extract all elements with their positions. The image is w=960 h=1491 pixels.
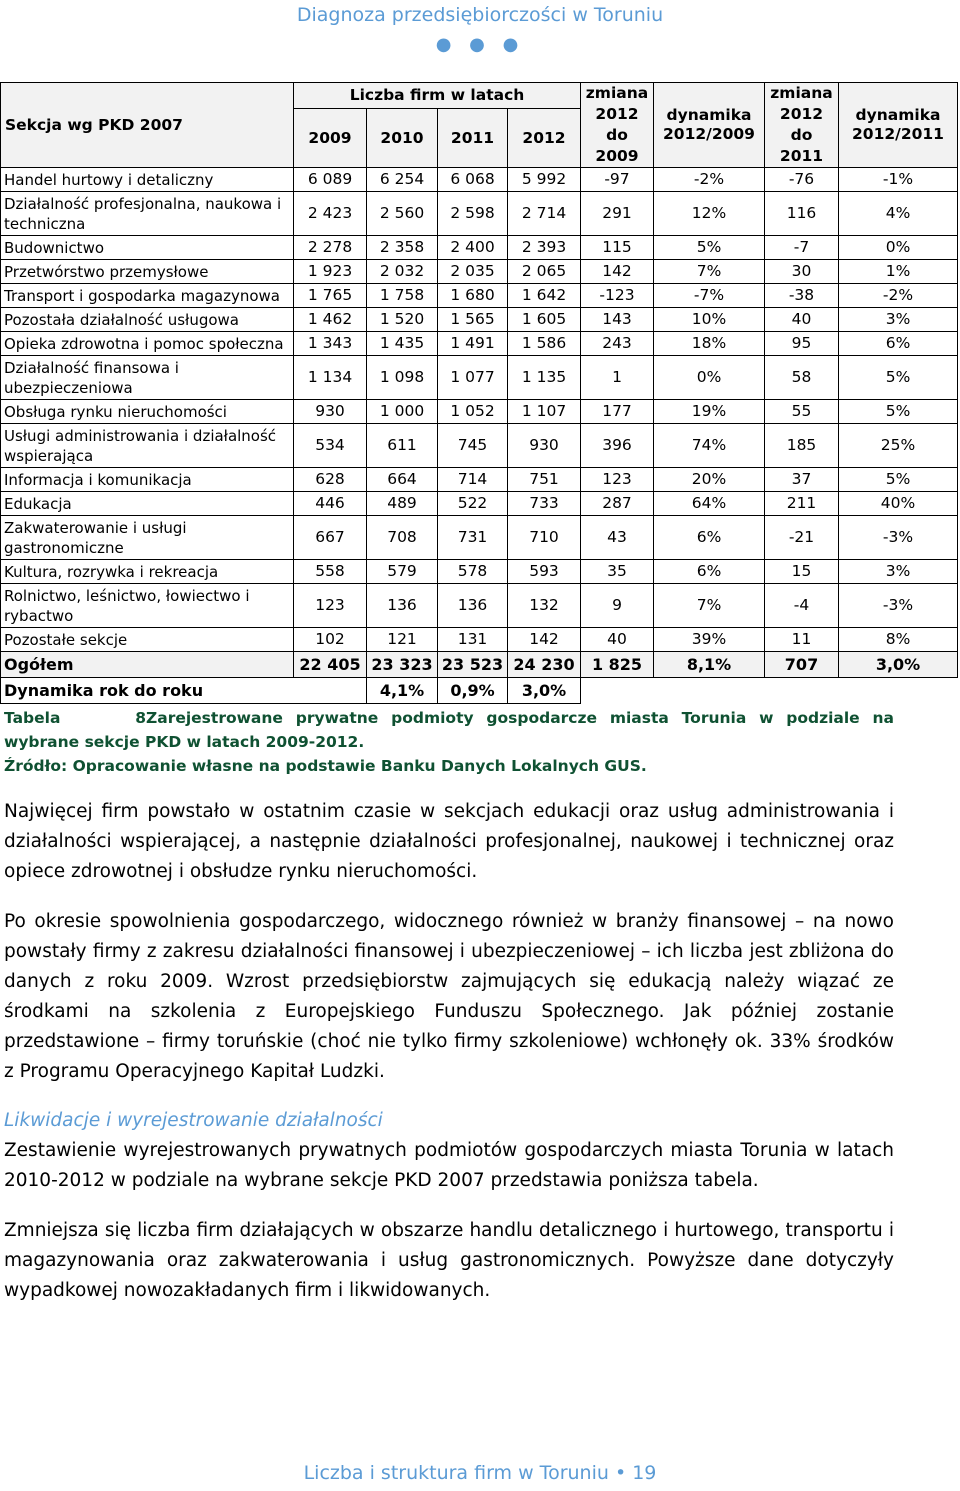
row-label: Rolnictwo, leśnictwo, łowiectwo i rybactwo (1, 584, 294, 628)
table-cell: 2 560 (367, 192, 438, 236)
empty-cell (581, 678, 958, 704)
table-cell: 664 (367, 468, 438, 492)
table-cell: 1 520 (367, 308, 438, 332)
table-cell: 751 (508, 468, 581, 492)
table-cell: 74% (654, 424, 765, 468)
table-cell: 714 (438, 468, 508, 492)
table-cell: 1 825 (581, 652, 654, 678)
row-label: Handel hurtowy i detaliczny (1, 168, 294, 192)
table-cell: 522 (438, 492, 508, 516)
table-cell: -38 (765, 284, 839, 308)
row-label: Pozostałe sekcje (1, 628, 294, 652)
table-cell: 0% (839, 236, 958, 260)
table-cell: -76 (765, 168, 839, 192)
table-cell: 733 (508, 492, 581, 516)
companies-by-section-table (0, 82, 958, 704)
table-cell: 2 714 (508, 192, 581, 236)
table-cell: 23 523 (438, 652, 508, 678)
table-cell: 64% (654, 492, 765, 516)
table-cell: 707 (765, 652, 839, 678)
table-cell: 1 462 (294, 308, 367, 332)
table-cell: 3,0% (508, 678, 581, 704)
table-cell: 4,1% (367, 678, 438, 704)
table-cell: 4% (839, 192, 958, 236)
table-row (1, 308, 958, 332)
table-cell: -1% (839, 168, 958, 192)
table-cell: 102 (294, 628, 367, 652)
table-cell: 132 (508, 584, 581, 628)
header-year: 2012 (508, 109, 581, 168)
table-cell: 1 052 (438, 400, 508, 424)
row-label: Edukacja (1, 492, 294, 516)
table-cell: 1 605 (508, 308, 581, 332)
row-label: Informacja i komunikacja (1, 468, 294, 492)
table-row (1, 236, 958, 260)
table-row-total (1, 652, 958, 678)
paragraph-2: Po okresie spowolnienia gospodarczego, widocznego również w branży finansowej – na nowo powstały firmy z zakresu działalności finansowej i ubezpieczeniowej – ich liczba jest zbliżona do danych z roku 2009. Wzrost przedsiębiorstw zajmujących się edukacją należy wiązać ze środkami na szkolenia z Europejskiego Funduszu Społecznego. Jak później zostanie przedstawione – firmy toruńskie (choć nie tylko firmy szkoleniowe) wchłonęły ok. 33% środków z Programu Operacyjnego Kapitał Ludzki. (4, 911, 894, 1082)
header-change-2009: zmiana 2012 do 2009 (581, 83, 654, 168)
table-cell: 143 (581, 308, 654, 332)
table-row (1, 584, 958, 628)
table-cell: 23 323 (367, 652, 438, 678)
table-cell: 43 (581, 516, 654, 560)
table-cell: 40 (765, 308, 839, 332)
table-body (1, 168, 958, 652)
table-cell: 15 (765, 560, 839, 584)
paragraph-4: Zmniejsza się liczba firm działających w obszarze handlu detalicznego i hurtowego, transportu i magazynowania oraz zakwaterowania i usług gastronomicznych. Powyższe dane dotyczyły wypadkowej nowozakładanych firm i likwidowanych. (4, 1220, 894, 1301)
row-label: Usługi administrowania i działalność wspierająca (1, 424, 294, 468)
table-cell: 6% (654, 516, 765, 560)
row-label: Obsługa rynku nieruchomości (1, 400, 294, 424)
table-cell: 3,0% (839, 652, 958, 678)
table-cell: 115 (581, 236, 654, 260)
table-cell: 1 000 (367, 400, 438, 424)
table-cell: 745 (438, 424, 508, 468)
table-cell: 7% (654, 260, 765, 284)
table-cell: 1 077 (438, 356, 508, 400)
table-cell: 6% (654, 560, 765, 584)
table-cell: 5% (654, 236, 765, 260)
table-cell: 611 (367, 424, 438, 468)
table-cell: 20% (654, 468, 765, 492)
table-cell: 1 680 (438, 284, 508, 308)
table-cell: 3% (839, 560, 958, 584)
table-cell: 2 423 (294, 192, 367, 236)
caption-label: Tabela 8 (4, 709, 146, 727)
section-subheading: Likwidacje i wyrejestrowanie działalności (4, 1110, 383, 1131)
row-label: Transport i gospodarka magazynowa (1, 284, 294, 308)
table-cell: 708 (367, 516, 438, 560)
row-label: Działalność finansowa i ubezpieczeniowa (1, 356, 294, 400)
table-row (1, 356, 958, 400)
table-row (1, 332, 958, 356)
header-year: 2010 (367, 109, 438, 168)
table-cell: -97 (581, 168, 654, 192)
header-change-2011: zmiana 2012 do 2011 (765, 83, 839, 168)
table-cell: 1 758 (367, 284, 438, 308)
footer-title: Liczba i struktura firm w Toruniu (303, 1462, 609, 1484)
table-cell: 121 (367, 628, 438, 652)
table-cell: -21 (765, 516, 839, 560)
table-cell: 142 (508, 628, 581, 652)
header-section: Sekcja wg PKD 2007 (1, 83, 294, 168)
table-cell: -7% (654, 284, 765, 308)
table-cell: 489 (367, 492, 438, 516)
table-cell: 8,1% (654, 652, 765, 678)
table-cell: 558 (294, 560, 367, 584)
table-cell: 1 565 (438, 308, 508, 332)
table-cell: 628 (294, 468, 367, 492)
header-years-group: Liczba firm w latach (294, 83, 581, 109)
table-cell: 1 491 (438, 332, 508, 356)
table-cell: 5% (839, 356, 958, 400)
row-label: Zakwaterowanie i usługi gastronomiczne (1, 516, 294, 560)
table-cell: 2 598 (438, 192, 508, 236)
table-cell: 1 435 (367, 332, 438, 356)
table-cell: 9 (581, 584, 654, 628)
caption-source: Źródło: Opracowanie własne na podstawie Banku Danych Lokalnych GUS. (4, 757, 647, 775)
table-cell: 116 (765, 192, 839, 236)
table-row (1, 192, 958, 236)
table-row (1, 260, 958, 284)
table-cell: 123 (581, 468, 654, 492)
table-cell: 6 089 (294, 168, 367, 192)
table-cell: 287 (581, 492, 654, 516)
caption-title-line2: wybrane sekcje PKD w latach 2009-2012. (4, 733, 365, 751)
table-cell: 30 (765, 260, 839, 284)
table-cell: 55 (765, 400, 839, 424)
table-cell: 0,9% (438, 678, 508, 704)
table-cell: 1 343 (294, 332, 367, 356)
table-cell: 18% (654, 332, 765, 356)
table-cell: 593 (508, 560, 581, 584)
table-row (1, 560, 958, 584)
table-cell: 7% (654, 584, 765, 628)
table-cell: 95 (765, 332, 839, 356)
table-cell: 731 (438, 516, 508, 560)
table-cell: -7 (765, 236, 839, 260)
table-row (1, 628, 958, 652)
table-cell: 1 098 (367, 356, 438, 400)
table-cell: 1 586 (508, 332, 581, 356)
table-cell: 1 135 (508, 356, 581, 400)
table-cell: 12% (654, 192, 765, 236)
table-cell: 2 278 (294, 236, 367, 260)
table-cell: -3% (839, 584, 958, 628)
table-cell: 37 (765, 468, 839, 492)
table-cell: 40 (581, 628, 654, 652)
table-cell: 10% (654, 308, 765, 332)
table-cell: 579 (367, 560, 438, 584)
table-caption (4, 706, 894, 754)
table-cell: 0% (654, 356, 765, 400)
table-cell: -2% (654, 168, 765, 192)
table-cell: 1% (839, 260, 958, 284)
table-cell: 177 (581, 400, 654, 424)
page-header-title: Diagnoza przedsiębiorczości w Toruniu (296, 4, 664, 26)
table-row (1, 168, 958, 192)
table-cell: 1 923 (294, 260, 367, 284)
table-cell: 6 254 (367, 168, 438, 192)
table-cell: 5% (839, 468, 958, 492)
table-cell: 136 (438, 584, 508, 628)
table-cell: 211 (765, 492, 839, 516)
table-cell: 24 230 (508, 652, 581, 678)
table-cell: 22 405 (294, 652, 367, 678)
table-cell: 58 (765, 356, 839, 400)
caption-title-line1: Zarejestrowane prywatne podmioty gospodarcze miasta Torunia w podziale na (146, 709, 894, 727)
table-cell: 40% (839, 492, 958, 516)
table-cell: 131 (438, 628, 508, 652)
table-cell: 1 (581, 356, 654, 400)
table-cell: 930 (294, 400, 367, 424)
table-row-dynamics (1, 678, 958, 704)
dynamics-label: Dynamika rok do roku (1, 678, 367, 704)
table-row (1, 284, 958, 308)
page-number: 19 (632, 1462, 657, 1484)
table-cell: 710 (508, 516, 581, 560)
table-cell: 19% (654, 400, 765, 424)
table-cell: 39% (654, 628, 765, 652)
table-cell: -3% (839, 516, 958, 560)
table-row (1, 400, 958, 424)
header-dynamics-2011: dynamika 2012/2011 (839, 83, 958, 168)
table-cell: 1 107 (508, 400, 581, 424)
row-label: Przetwórstwo przemysłowe (1, 260, 294, 284)
table-cell: 11 (765, 628, 839, 652)
header-year: 2011 (438, 109, 508, 168)
row-label: Budownictwo (1, 236, 294, 260)
table-cell: 136 (367, 584, 438, 628)
table-cell: 2 393 (508, 236, 581, 260)
footer-separator: • (614, 1462, 627, 1484)
table-cell: 185 (765, 424, 839, 468)
table-cell: -123 (581, 284, 654, 308)
table-cell: 6% (839, 332, 958, 356)
table-cell: 6 068 (438, 168, 508, 192)
table-cell: 578 (438, 560, 508, 584)
table-row (1, 424, 958, 468)
table-cell: 2 358 (367, 236, 438, 260)
table-cell: -2% (839, 284, 958, 308)
table-cell: 1 642 (508, 284, 581, 308)
table-cell: 2 065 (508, 260, 581, 284)
table-cell: 2 035 (438, 260, 508, 284)
header-year: 2009 (294, 109, 367, 168)
table-cell: 1 134 (294, 356, 367, 400)
row-label: Działalność profesjonalna, naukowa i techniczna (1, 192, 294, 236)
total-label: Ogółem (1, 652, 294, 678)
table-cell: 35 (581, 560, 654, 584)
table-cell: 396 (581, 424, 654, 468)
table-cell: 5 992 (508, 168, 581, 192)
table-cell: 2 032 (367, 260, 438, 284)
table-cell: -4 (765, 584, 839, 628)
header-dynamics-2009: dynamika 2012/2009 (654, 83, 765, 168)
table-cell: 25% (839, 424, 958, 468)
paragraph-1: Najwięcej firm powstało w ostatnim czasie w sekcjach edukacji oraz usług administrowania i działalności wspierającej, a następnie działalności profesjonalnej, naukowej i technicznej oraz opiece zdrowotnej i obsłudze rynku nieruchomości. (4, 801, 894, 882)
table-cell: 667 (294, 516, 367, 560)
table-cell: 5% (839, 400, 958, 424)
row-label: Pozostała działalność usługowa (1, 308, 294, 332)
table-cell: 930 (508, 424, 581, 468)
table-cell: 123 (294, 584, 367, 628)
table-cell: 142 (581, 260, 654, 284)
header-dots-ornament: ● ● ● (435, 34, 525, 55)
table-cell: 446 (294, 492, 367, 516)
row-label: Kultura, rozrywka i rekreacja (1, 560, 294, 584)
table-row (1, 492, 958, 516)
row-label: Opieka zdrowotna i pomoc społeczna (1, 332, 294, 356)
table-cell: 1 765 (294, 284, 367, 308)
table-cell: 243 (581, 332, 654, 356)
paragraph-3: Zestawienie wyrejestrowanych prywatnych podmiotów gospodarczych miasta Torunia w latach 2010-2012 w podziale na wybrane sekcje PKD 2007 przedstawia poniższa tabela. (4, 1140, 894, 1191)
table-cell: 8% (839, 628, 958, 652)
table-row (1, 468, 958, 492)
table-cell: 2 400 (438, 236, 508, 260)
table-cell: 534 (294, 424, 367, 468)
page-footer (0, 1462, 960, 1484)
table-cell: 291 (581, 192, 654, 236)
table-cell: 3% (839, 308, 958, 332)
table-row (1, 516, 958, 560)
